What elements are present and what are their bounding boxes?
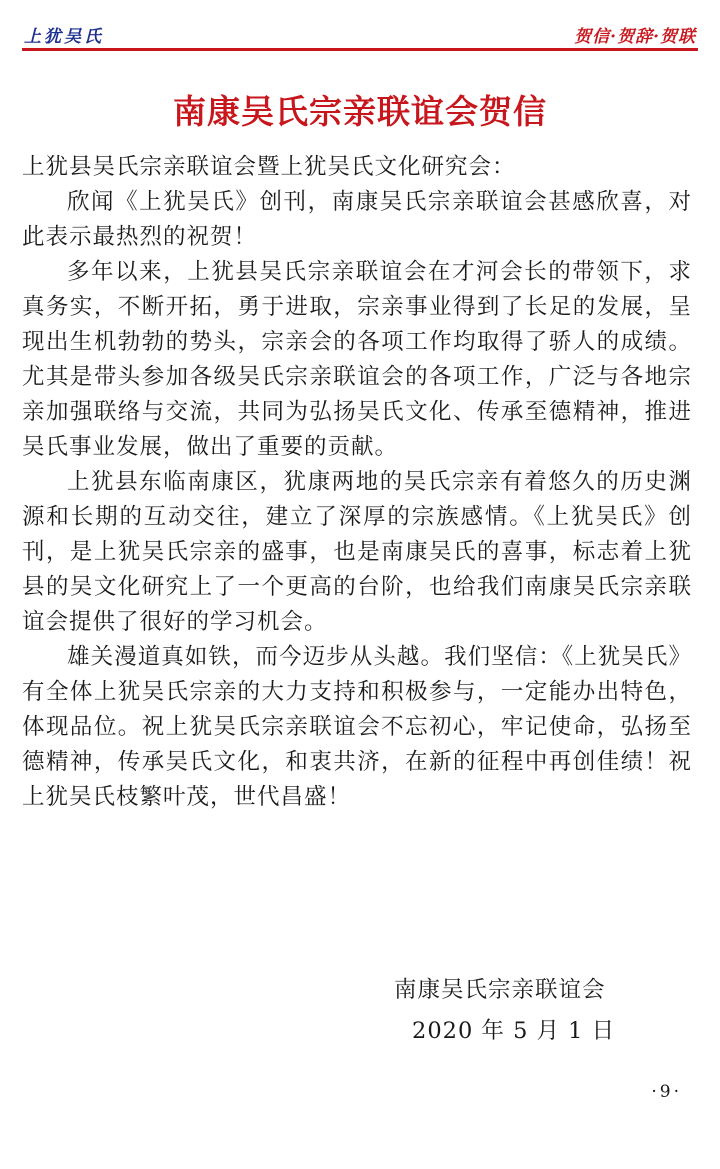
signature-organization: 南康吴氏宗亲联谊会 [394, 977, 606, 1003]
running-header-left: 上犹吴氏 [24, 27, 104, 47]
running-header-right: 贺信·贺辞·贺联 [574, 27, 696, 47]
paragraph-3: 上犹县东临南康区，犹康两地的吴氏宗亲有着悠久的历史渊源和长期的互动交往，建立了深厚的宗族感情。《上犹吴氏》创刊，是上犹吴氏宗亲的盛事，也是南康吴氏的喜事，标志着上犹县的吴文化研究上了一个更高的台阶，也给我们南康吴氏宗亲联谊会提供了很好的学习机会。 [22, 469, 692, 635]
letter-body [22, 150, 692, 815]
salutation: 上犹县吴氏宗亲联谊会暨上犹吴氏文化研究会： [22, 154, 516, 180]
paragraph-1: 欣闻《上犹吴氏》创刊，南康吴氏宗亲联谊会甚感欣喜，对此表示最热烈的祝贺！ [22, 189, 692, 250]
header-divider [22, 48, 698, 51]
paragraph-4: 雄关漫道真如铁，而今迈步从头越。我们坚信：《上犹吴氏》有全体上犹吴氏宗亲的大力支持和积极参与，一定能办出特色，体现品位。祝上犹吴氏宗亲联谊会不忘初心，牢记使命，弘扬至德精神，传承吴氏文化，和衷共济，在新的征程中再创佳绩！祝上犹吴氏枝繁叶茂，世代昌盛！ [22, 644, 692, 810]
paragraph-2: 多年以来，上犹县吴氏宗亲联谊会在才河会长的带领下，求真务实，不断开拓，勇于进取，宗亲事业得到了长足的发展，呈现出生机勃勃的势头，宗亲会的各项工作均取得了骄人的成绩。尤其是带头参加各级吴氏宗亲联谊会的各项工作，广泛与各地宗亲加强联络与交流，共同为弘扬吴氏文化、传承至德精神，推进吴氏事业发展，做出了重要的贡献。 [22, 259, 692, 460]
signature-date: 2020 年 5 月 1 日 [412, 1018, 616, 1044]
letter-title: 南康吴氏宗亲联谊会贺信 [173, 92, 547, 131]
page-number: ·9· [651, 1082, 682, 1102]
